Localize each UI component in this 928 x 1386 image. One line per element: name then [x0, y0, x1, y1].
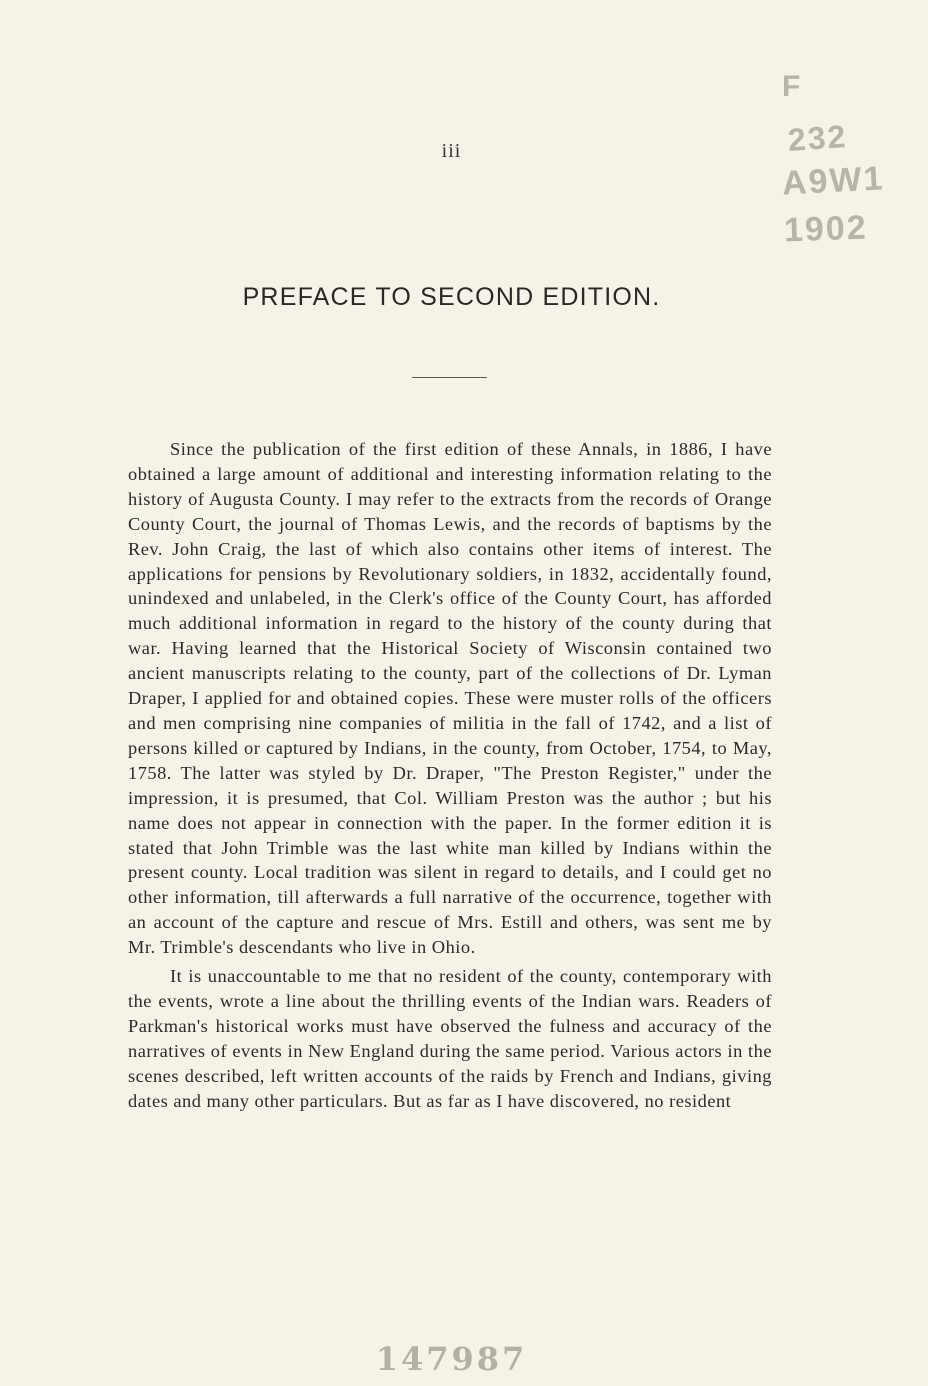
title-divider	[412, 377, 487, 378]
call-number-line: F	[782, 70, 803, 103]
library-call-number	[770, 70, 920, 270]
preface-title: PREFACE TO SECOND EDITION.	[242, 283, 661, 311]
paragraph: It is unaccountable to me that no resident of the county, contemporary with the events, wrote a line about the thrilling events of the Indian wars. Readers of Parkman's historical works must have observed the fulness and accuracy of the narratives of events in New England during the same period. Various actors in the scenes described, left written accounts of the raids by French and Indians, giving dates and many other particulars. But as far as I have discovered, no resident	[128, 966, 772, 1111]
call-number-line: A9W1	[781, 159, 886, 203]
call-number-line: 232	[786, 117, 849, 159]
page-number: iii	[441, 140, 462, 162]
accession-stamp: 147987	[375, 1340, 528, 1378]
paragraph: Since the publication of the first edition of these Annals, in 1886, I have obtained a large amount of additional and interesting information relating to the history of Augusta County. I may refer to the extracts from the records of Orange County Court, the journal of Thomas Lewis, and the records of baptisms by the Rev. John Craig, the last of which also contains other items of interest. The applications for pensions by Revolutionary soldiers, in 1832, accidentally found, unindexed and unlabeled, in the Clerk's office of the County Court, has afforded much additional information in regard to the history of the county during that war. Having learned that the Historical Society of Wisconsin contained two ancient manuscripts relating to the county, part of the collections of Dr. Lyman Draper, I applied for and obtained copies. These were muster rolls of the officers and men comprising nine companies of militia in the fall of 1742, and a list of persons killed or captured by Indians, in the county, from October, 1754, to May, 1758. The latter was styled by Dr. Draper, "The Preston Register," under the impression, it is presumed, that Col. William Preston was the author ; but his name does not appear in connection with the paper. In the former edition it is stated that John Trimble was the last white man killed by Indians within the present county. Local tradition was silent in regard to details, and I could get no other information, till afterwards a full narrative of the occurrence, together with an account of the capture and rescue of Mrs. Estill and others, was sent me by Mr. Trimble's descendants who live in Ohio.	[128, 439, 772, 958]
preface-body	[128, 437, 772, 1113]
call-number-line: 1902	[783, 208, 869, 250]
